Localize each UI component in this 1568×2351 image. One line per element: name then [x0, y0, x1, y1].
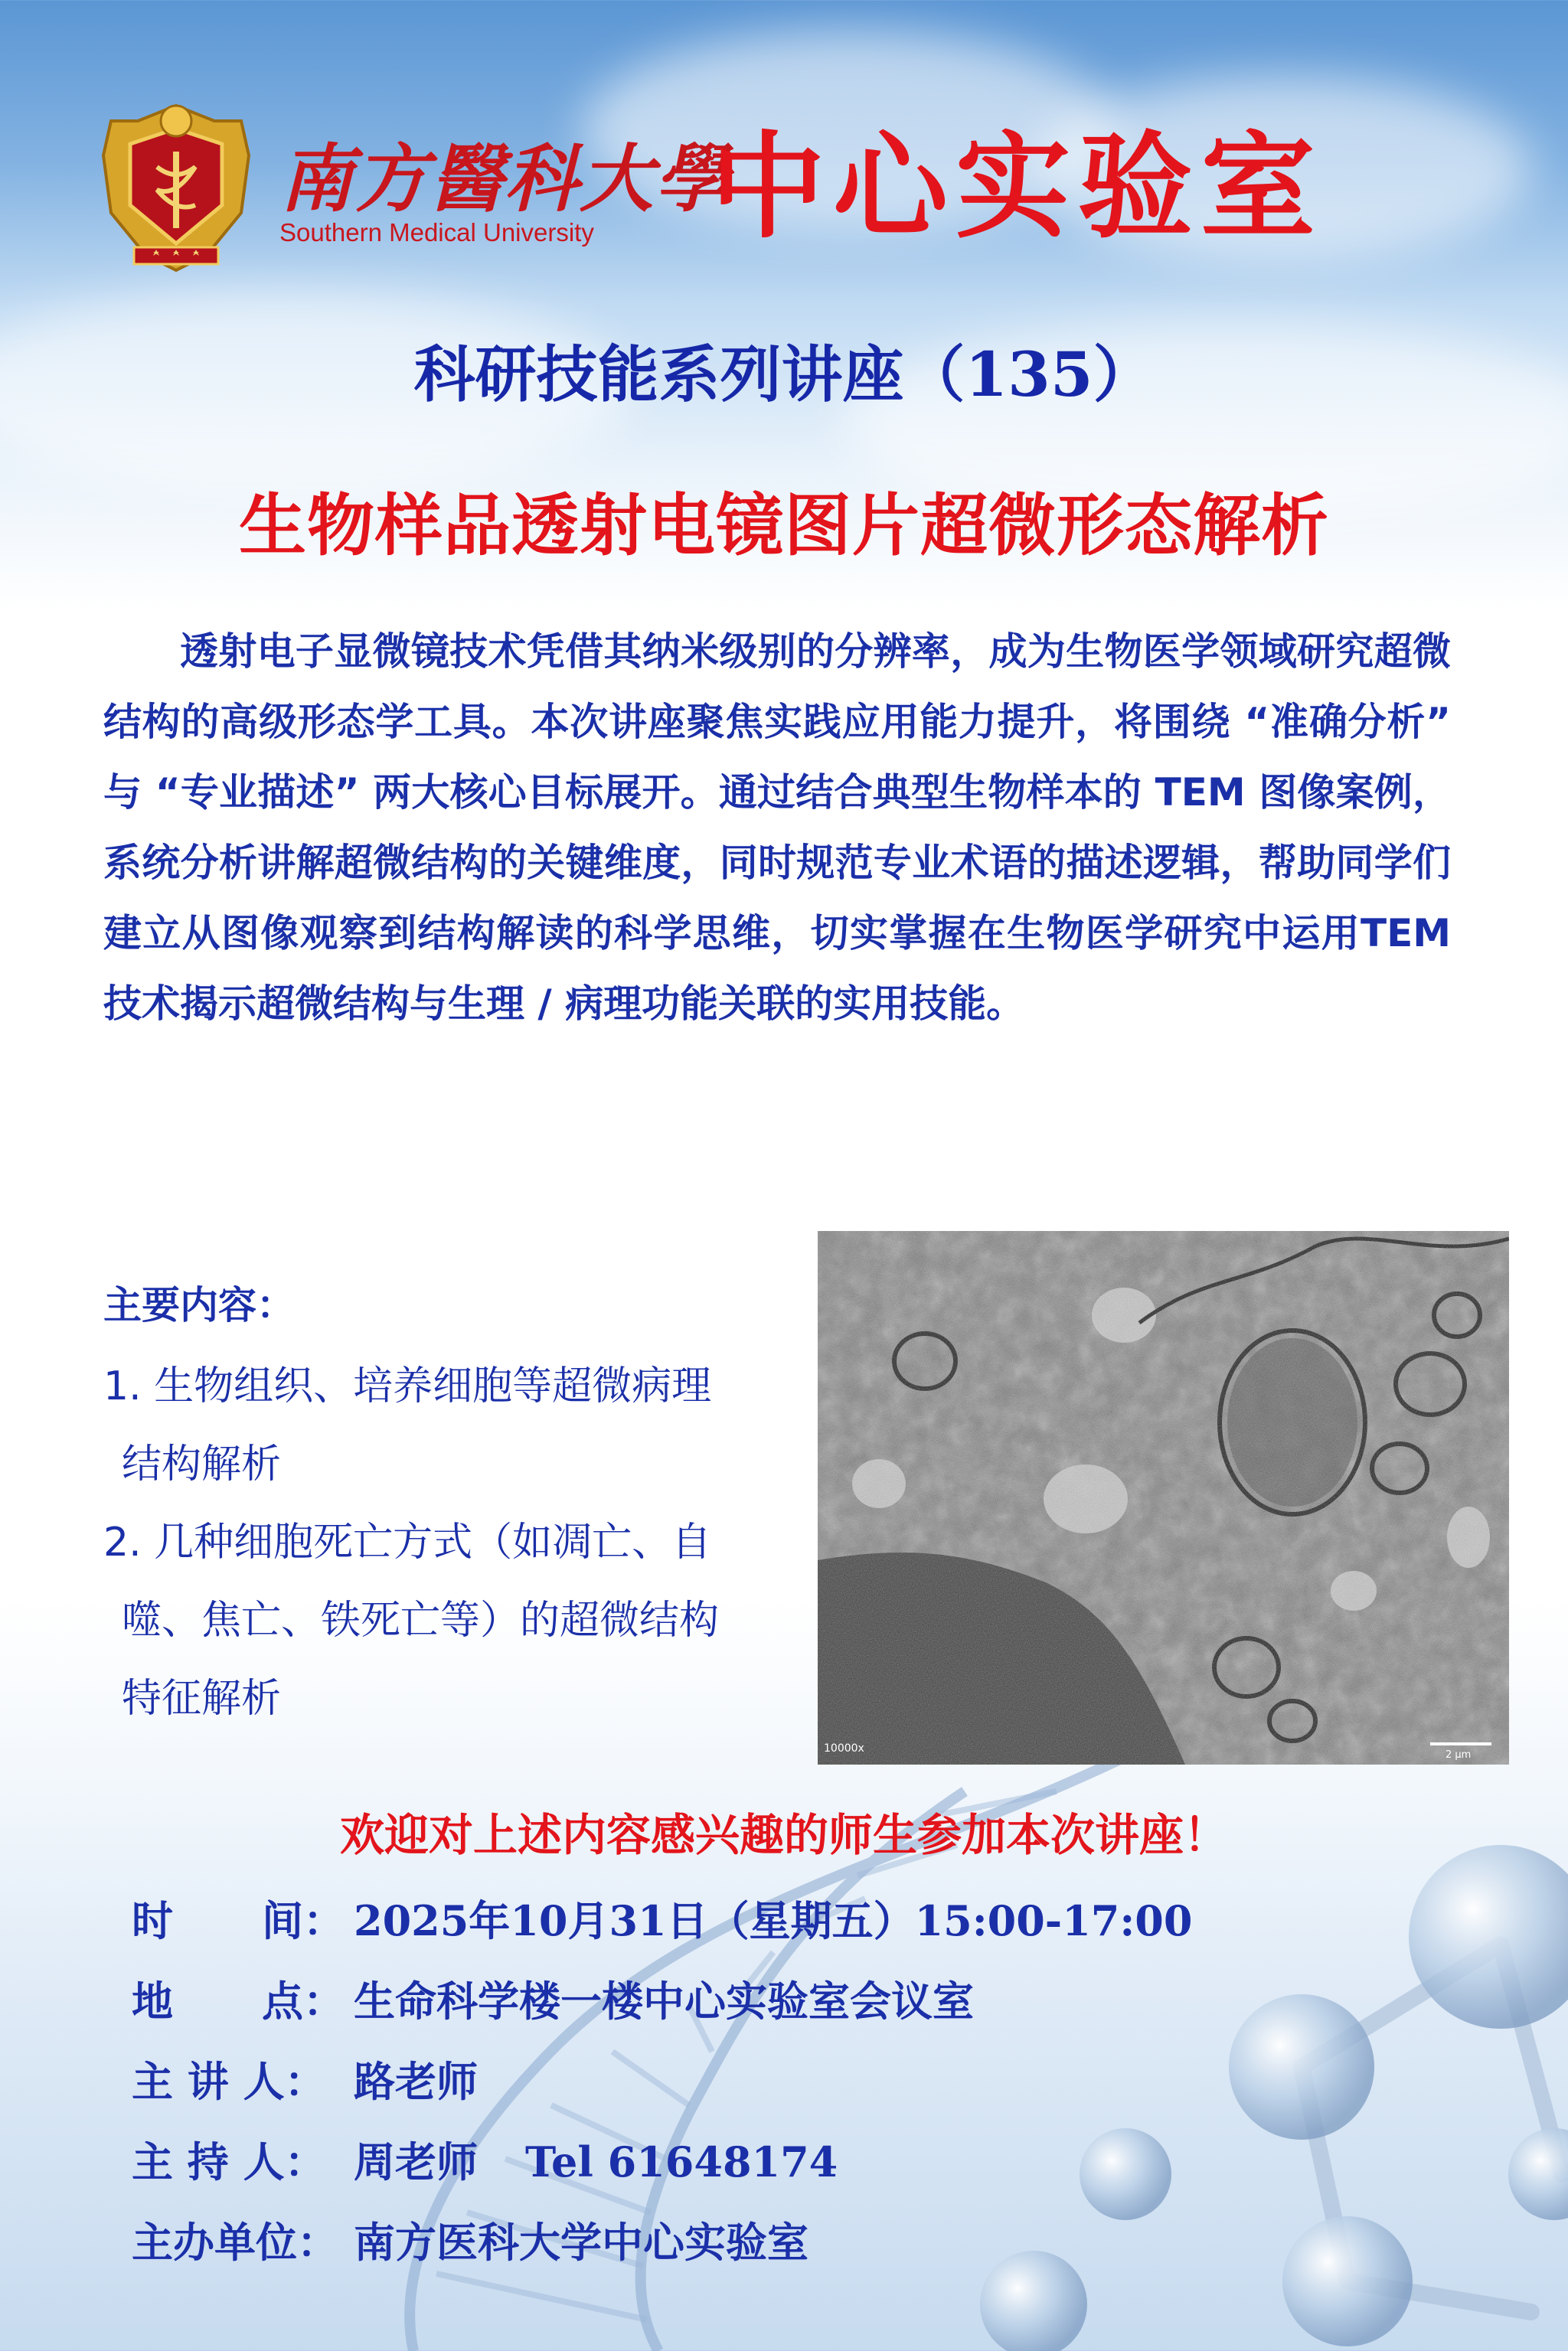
content-item-2-line-2: 噬、焦亡、铁死亡等）的超微结构	[122, 1598, 720, 1644]
place-label-part-2: 点：	[262, 1977, 345, 2026]
tem-scale-label: 2 μm	[1446, 1749, 1472, 1761]
place-label	[132, 1969, 354, 2028]
time-label	[132, 1889, 354, 1948]
info-row-place	[132, 1969, 974, 2038]
welcome-text: 欢迎对上述内容感兴趣的师生参加本次讲座！	[339, 1809, 1228, 1861]
series-title	[0, 325, 1568, 413]
info-row-host	[132, 2130, 838, 2199]
time-value: 2025年10月31日（星期五）15:00-17:00	[354, 1896, 1193, 1945]
university-name-en: Southern Medical University	[279, 218, 594, 247]
content-item-2-line-1: 2. 几种细胞死亡方式（如凋亡、自	[103, 1520, 712, 1566]
place-value: 生命科学楼一楼中心实验室会议室	[354, 1977, 974, 2026]
time-label-part-1: 时	[132, 1897, 173, 1945]
series-number: （135）	[903, 338, 1155, 410]
tem-micrograph	[818, 1231, 1509, 1765]
info-row-organizer	[132, 2210, 808, 2279]
university-name-cn: 南方醫科大學	[279, 136, 730, 222]
tem-magnification-label: 10000x	[824, 1742, 864, 1755]
organizer-value: 南方医科大学中心实验室	[354, 2219, 808, 2267]
content-item-1-line-1: 1. 生物组织、培养细胞等超微病理	[103, 1363, 712, 1409]
organizer-label: 主办单位：	[132, 2219, 338, 2267]
info-row-speaker	[132, 2049, 478, 2118]
info-row-time	[132, 1889, 1192, 1958]
tem-micrograph-drawing	[818, 1231, 1509, 1765]
content-item-1	[103, 1347, 792, 1504]
intro-paragraph: 透射电子显微镜技术凭借其纳米级别的分辨率，成为生物医学领域研究超微结构的高级形态学工具。本次讲座聚焦实践应用能力提升，将围绕 “准确分析” 与 “专业描述” 两大核心目标展开。通过结合典型生物样本的 TEM 图像案例，系统分析讲解超微结构的关键维度，同时规范专业术语的描述逻辑，帮助同学们建立从图像观察到结构解读的科学思维，切实掌握在生物医学研究中运用TEM 技术揭示超微结构与生理 / 病理功能关联的实用技能。	[103, 629, 1451, 1026]
place-label-part-1: 地	[132, 1977, 173, 2026]
host-value: 周老师	[354, 2138, 478, 2186]
lab-title: 中心实验室	[710, 121, 1324, 254]
speaker-label: 主 讲 人：	[132, 2058, 326, 2106]
content-item-2	[103, 1504, 792, 1738]
time-label-part-2: 间：	[262, 1897, 345, 1945]
content-heading: 主要内容：	[103, 1283, 295, 1327]
host-label: 主 持 人：	[132, 2138, 326, 2186]
topic-title: 生物样品透射电镜图片超微形态解析	[238, 486, 1329, 565]
host-tel: Tel 61648174	[525, 2137, 838, 2186]
content-item-2-line-3: 特征解析	[122, 1676, 282, 1722]
content-item-1-line-2: 结构解析	[122, 1442, 282, 1487]
speaker-value: 路老师	[354, 2058, 478, 2106]
university-emblem-icon	[92, 98, 260, 282]
series-name: 科研技能系列讲座	[413, 339, 904, 410]
